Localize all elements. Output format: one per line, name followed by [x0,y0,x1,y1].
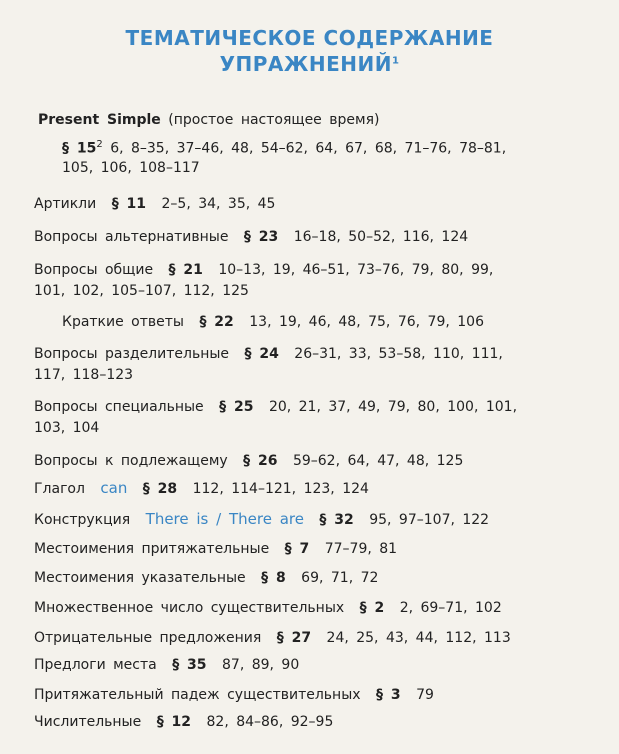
entry-paragraph: § 3 [376,687,401,703]
entry-there-is [34,510,489,528]
title-footnote: 1 [391,55,400,67]
entry-special-questions [34,399,517,415]
entry-paragraph: § 25 [219,399,254,415]
entry-topic: Вопросы альтернативные [34,229,229,245]
entry-pages: 2–5, 34, 35, 45 [161,196,276,212]
entry-pages: 13, 19, 46, 48, 75, 76, 79, 106 [249,314,484,330]
entry-pages: 82, 84–86, 92–95 [206,714,334,730]
entry-paragraph: § 32 [319,512,354,528]
entry-paragraph: § 7 [284,541,310,557]
entry-subject-questions [34,453,463,469]
entry-paragraph: § 8 [261,570,286,586]
entry-topic: Конструкция [34,512,131,528]
entry-paragraph: § 2 [359,600,385,616]
entry-pages: 24, 25, 43, 44, 112, 113 [326,630,511,646]
entry-topic: Вопросы специальные [34,399,204,415]
entry-tag-questions [34,346,503,362]
entry-topic: Вопросы к подлежащему [34,453,228,469]
entry-general-questions-cont [34,283,249,299]
entry-possessive-pronouns [34,541,397,557]
entry-present-simple-pages-cont [62,160,200,176]
entry-note: (простое настоящее время) [168,112,380,128]
entry-demonstrative-pronouns [34,570,378,586]
entry-possessive-case [34,687,434,703]
entry-topic: Притяжательный падеж существительных [34,687,361,703]
entry-topic: Числительные [34,714,142,730]
entry-pages: 87, 89, 90 [222,657,300,673]
entry-pages: 101, 102, 105–107, 112, 125 [34,283,249,299]
entry-paragraph: § 24 [244,346,279,362]
entry-paragraph: § 22 [199,314,234,330]
entry-topic: Местоимения указательные [34,570,246,586]
entry-pages: 59–62, 64, 47, 48, 125 [292,453,464,469]
entry-topic: Местоимения притяжательные [34,541,270,557]
title-line-2: УПРАЖНЕНИЙ$^1$ [219,52,400,76]
entry-highlight: There is / There are [145,510,304,528]
entry-topic: Вопросы общие [34,262,154,278]
entry-topic: Present Simple [38,112,161,128]
entry-verb-can [34,479,369,497]
entry-topic: Вопросы разделительные [34,346,230,362]
entry-pages: 20, 21, 37, 49, 79, 80, 100, 101, [268,399,518,415]
title-line-1: ТЕМАТИЧЕСКОЕ СОДЕРЖАНИЕ [125,26,494,50]
entry-special-questions-cont [34,420,99,436]
entry-plural-nouns [34,600,502,616]
entry-topic: Предлоги места [34,657,157,673]
entry-pages: 77–79, 81 [324,541,398,557]
entry-pages: 117, 118–123 [34,367,134,383]
entry-topic: Множественное число существительных [34,600,345,616]
entry-pages: 105, 106, 108–117 [62,160,200,176]
entry-prepositions [34,657,299,673]
entry-pages: 26–31, 33, 53–58, 110, 111, [294,346,503,362]
entry-paragraph: § 28 [142,481,178,497]
entry-alt-questions [34,229,468,245]
entry-pages: 112, 114–121, 123, 124 [192,481,369,497]
entry-pages: 10–13, 19, 46–51, 73–76, 79, 80, 99, [218,262,494,278]
entry-pages: 16–18, 50–52, 116, 124 [293,229,469,245]
entry-present-simple-pages [62,139,506,157]
entry-general-questions [34,262,493,278]
entry-pages: 95, 97–107, 122 [369,512,490,528]
entry-tag-questions-cont [34,367,133,383]
entry-topic: Артикли [34,196,97,212]
entry-paragraph: § 23 [243,229,279,245]
entry-pages: 103, 104 [34,420,100,436]
entry-short-answers [62,314,484,330]
footnote-mark: 2 [96,139,103,150]
entry-negative-sentences [34,630,511,646]
entry-present-simple [38,112,379,128]
entry-numerals [34,714,333,730]
entry-pages: 79 [416,687,434,703]
entry-paragraph: § 26 [243,453,278,469]
entry-paragraph: § 21 [168,262,203,278]
entry-paragraph: § 11 [111,196,147,212]
entry-pages: 2, 69–71, 102 [399,600,502,616]
entry-topic: Отрицательные предложения [34,630,262,646]
entry-highlight: can [100,479,128,497]
entry-pages: 69, 71, 72 [301,570,379,586]
entry-paragraph: § 27 [276,630,312,646]
entry-paragraph: § 35 [172,657,207,673]
entry-pages: 6, 8–35, 37–46, 48, 54–62, 64, 67, 68, 71–76, 78–81, [110,140,507,157]
entry-topic: Глагол [34,481,85,497]
entry-topic: Краткие ответы [62,314,184,330]
entry-paragraph: § 12 [156,714,192,730]
entry-articles [34,196,275,212]
entry-paragraph: § 15 [62,140,97,157]
